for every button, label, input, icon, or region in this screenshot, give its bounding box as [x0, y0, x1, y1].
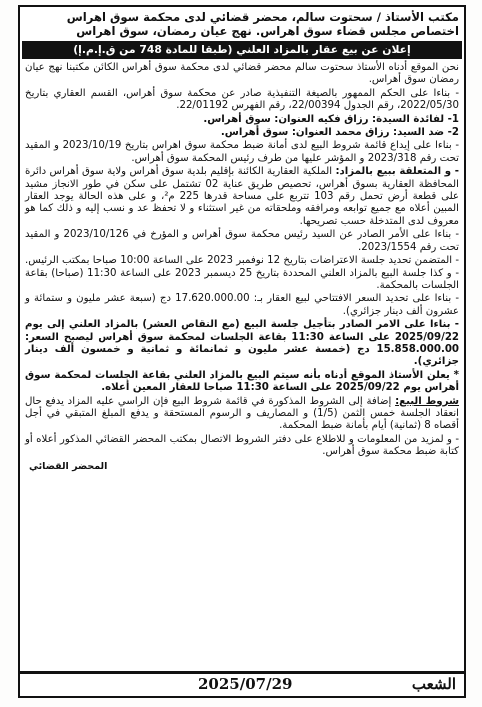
president-order-paragraph: - بناءا على الأمر الصادر عن السيد رئيس محكمة سوق أهراس و المؤرخ في 2023/10/126 و المقيد تحت رقم 2023/1554.	[25, 229, 459, 253]
auction-announcement-paragraph: * يعلن الأستاذ الموقع أدناه بأنه سيتم البيع بالمزاد العلني بقاعة الجلسات لمحكمة سوق أهراس يوم 2025/09/22 على الساعة 11:30 صباحا للعقار المعين أعلاه.	[25, 369, 459, 394]
publication-date: 2025/07/29	[198, 675, 293, 693]
legal-notice-box	[18, 5, 466, 673]
office-header-line-2: اختصاص مجلس قضاء سوق اهراس. نهج عيان رمضان، سوق اهراس	[76, 24, 459, 38]
property-description-text: الملكية العقارية الكائنة بإقليم بلدية سوق أهراس ولاية سوق أهراس دائرة المحافظة العقارية بسوق أهراس، تحصيص طريق عناية 02 تشتمل على سكن في طور الانجاز مشيد على قطعة أرض تحمل رقم 103 تتربع على مساحة قدرها 225 م²، و على هذه الحالة يوجد العقار المبين أعلاه مع جميع توابعه ومرافقه وملحقاته من غير استثناء و لا تحفظ عد و نسب إليه و ذلك كما هو معروف لدى المتدخلة حسب تصريحها.	[25, 166, 460, 227]
beneficiary-line: 1- لفائدة السيدة: رزاق فكيه العنوان: سوق أهراس.	[203, 113, 459, 125]
property-description-lead: - و المتعلقة ببيع بالمزاد:	[335, 166, 459, 178]
notice-title-banner: إعلان عن بيع عقار بالمزاد العلني (طبقا للمادة 748 من ق.إ.م.إ)	[22, 41, 462, 59]
defendant-line: 2- ضد السيد: رزاق محمد العنوان: سوق أهراس.	[220, 127, 459, 139]
hearing-dates-paragraph: - المتضمن تحديد جلسة الاعتراضات بتاريخ 12 نوفمبر 2023 على الساعة 10:00 صباحا بمكتب الرئيس. - و كذا جلسة البيع بالمزاد العلني المحددة بتاريخ 25 ديسمبر 2023 على الساعة 11:30 (صباحا) بقاعة الجلسات بالمحكمة.	[25, 255, 459, 291]
notice-body	[20, 7, 464, 671]
publication-footer	[18, 672, 466, 698]
sale-terms-paragraph	[25, 396, 459, 433]
sale-terms-lead: شروط البيع:	[395, 395, 460, 407]
newspaper-name: الشعب	[411, 675, 456, 693]
property-description-paragraph	[25, 166, 459, 228]
judgment-paragraph: - بناءا على الحكم الممهور بالصيغة التنفيذية صادر عن محكمة سوق أهراس، القسم العقاري بتاريخ 2022/05/30، رقم الجدول 22/00394، رقم الفهرس 22/01192.	[25, 87, 459, 112]
intro-paragraph: نحن الموقع أدناه الأستاذ سحتوت سالم محضر قضائي لدى محكمة سوق أهراس الكائن مكتبنا نهج عيان رمضان سوق أهراس.	[25, 62, 459, 86]
sale-terms-text: إضافة إلى الشروط المذكورة في قائمة شروط البيع فإن الراسي عليه المزاد يدفع حال انعقاد الجلسة خمس الثمن (1/5) و المصاريف و الرسوم المستحقة و يدفع المبلغ المتبقي في أجل أقصاه 8 (ثمانية) أيام بأمانة ضبط المحكمة.	[25, 395, 459, 432]
opening-price-paragraph: - بناءا على تحديد السعر الافتتاحي لبيع العقار بـ: 17.620.000.00 دج (سبعة عشر مليون و ستمائة و عشرون ألف دينار جزائري).	[25, 293, 459, 317]
contact-paragraph: - و لمزيد من المعلومات و للاطلاع على دفتر الشروط الاتصال بمكتب المحضر القضائي المذكور أعلاه أو كتابة ضبط محكمة سوق أهراس.	[25, 433, 459, 458]
postponement-order-paragraph: - بناءا على الامر الصادر بتأجيل جلسة البيع (مع النقاص العشر) بالمزاد العلني إلى يوم 2025/09/22 على الساعة 11:30 بقاعة الجلسات لمحكمة سوق أهراس ليصبح السعر: 15.858.000.00 دج (خمسة عشر مليون و ثمانمائة و ثمانية و خمسون ألف دينار جزائري).	[25, 319, 459, 368]
sale-conditions-deposit-paragraph: - بناءا على إيداع قائمة شروط البيع لدى أمانة ضبط محكمة سوق اهراس بتاريخ 2023/10/19 و المقيد تحت رقم 2023/318 و المؤشر عليها من طرف رئيس المحكمة سوق أهراس.	[25, 140, 460, 164]
office-header-line-1: مكتب الأستاذ / سحتوت سالم، محضر قضائي لدى محكمة سوق اهراس	[66, 10, 459, 24]
bailiff-signature: المحضر القضائي	[29, 460, 108, 472]
